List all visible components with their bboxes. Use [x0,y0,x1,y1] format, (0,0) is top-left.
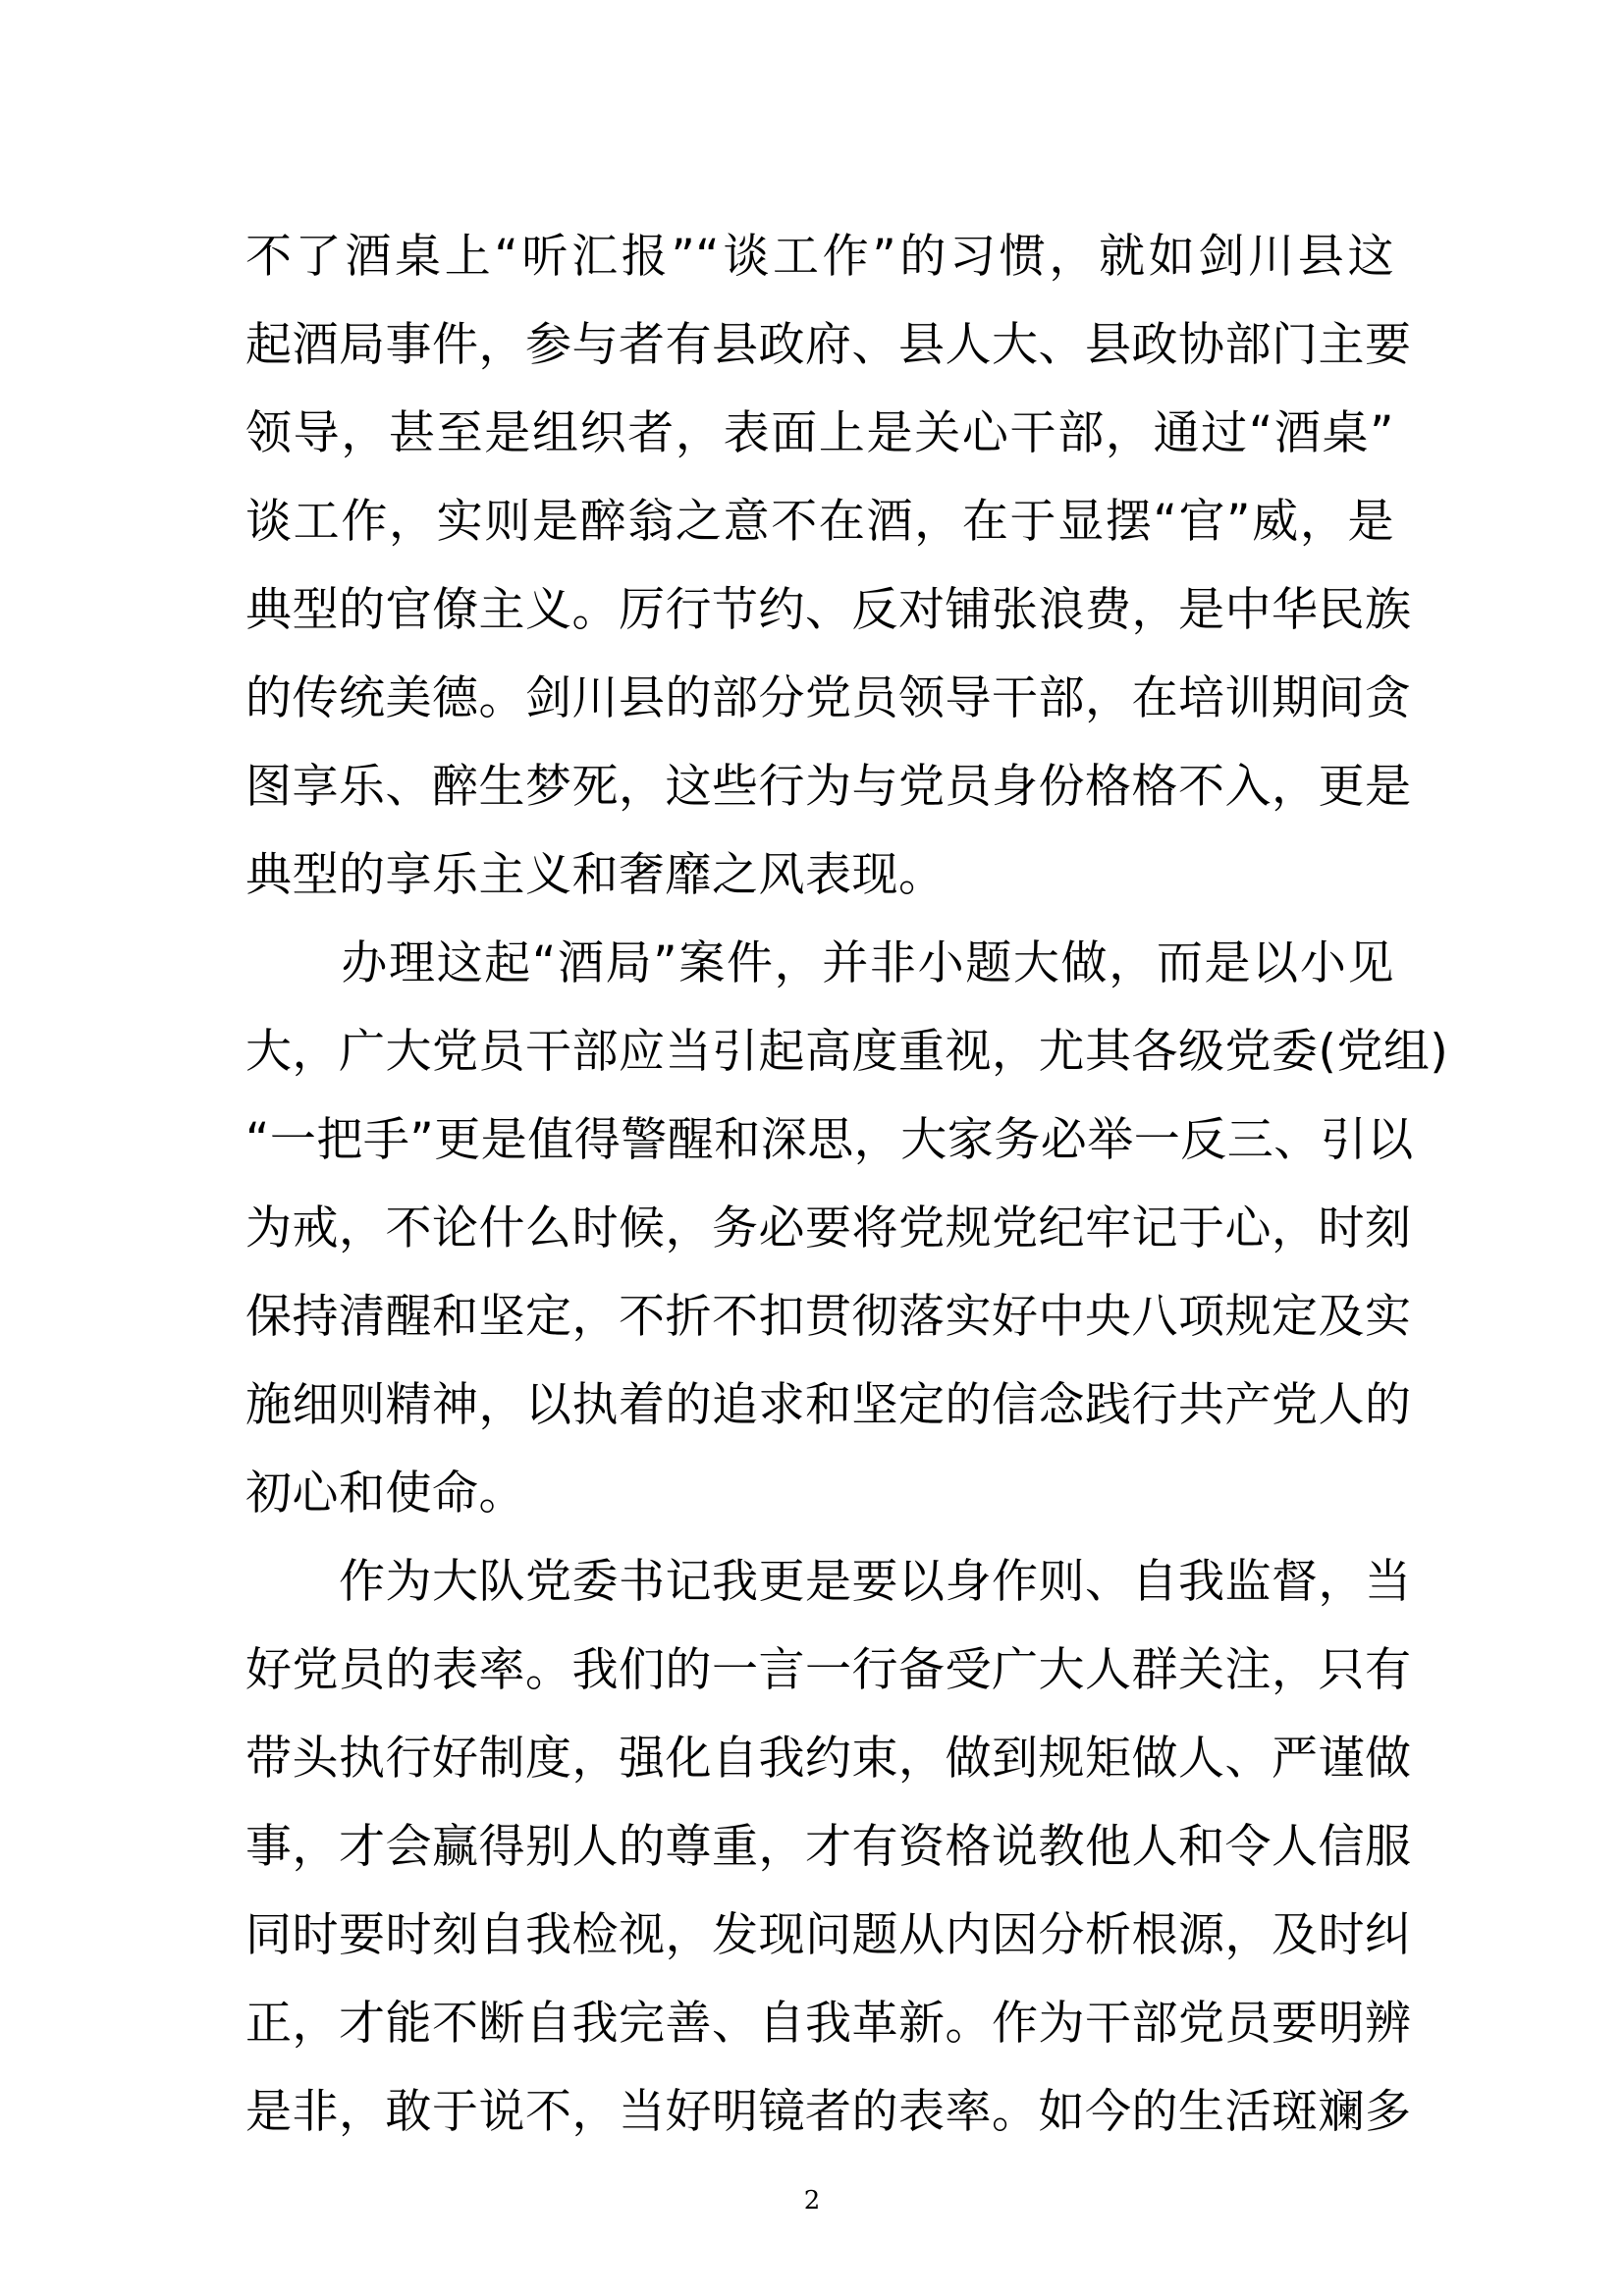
text-line: 同时要时刻自我检视，发现问题从内因分析根源，及时纠 [245,1908,1412,1962]
text-line: 起酒局事件，参与者有县政府、县人大、县政协部门主要 [245,318,1412,372]
text-line: 正，才能不断自我完善、自我革新。作为干部党员要明辨 [245,1997,1412,2051]
text-line: 事，才会赢得别人的尊重，才有资格说教他人和令人信服 [245,1820,1412,1874]
text-line: 的传统美德。剑川县的部分党员领导干部，在培训期间贪 [245,671,1412,725]
paragraph-start-line: 作为大队党委书记我更是要以身作则、自我监督，当 [245,1555,1412,1609]
text-line: 典型的享乐主义和奢靡之风表现。 [245,848,946,902]
text-line: 图享乐、醉生梦死，这些行为与党员身份格格不入，更是 [245,760,1412,814]
text-line: 不了酒桌上“听汇报”“谈工作”的习惯，就如剑川县这 [245,230,1394,284]
text-line: 典型的官僚主义。厉行节约、反对铺张浪费，是中华民族 [245,583,1412,637]
text-line: 施细则精神，以执着的追求和坚定的信念践行共产党人的 [245,1378,1412,1432]
text-line: “一把手”更是值得警醒和深思，大家务必举一反三、引以 [245,1113,1414,1167]
page-number: 2 [803,2186,821,2216]
text-line: 保持清醒和坚定，不折不扣贯彻落实好中央八项规定及实 [245,1290,1412,1344]
text-line: 初心和使命。 [245,1467,525,1521]
text-line: 谈工作，实则是醉翁之意不在酒，在于显摆“官”威，是 [245,495,1394,549]
paragraph-start-line: 办理这起“酒局”案件，并非小题大做，而是以小见 [245,936,1394,990]
text-line: 是非，敢于说不，当好明镜者的表率。如今的生活斑斓多 [245,2085,1412,2139]
text-line: 领导，甚至是组织者，表面上是关心干部，通过“酒桌” [245,406,1394,460]
text-line: 为戒，不论什么时候，务必要将党规党纪牢记于心，时刻 [245,1201,1412,1255]
text-line: 大，广大党员干部应当引起高度重视，尤其各级党委(党组) [245,1025,1449,1079]
text-line: 带头执行好制度，强化自我约束，做到规矩做人、严谨做 [245,1732,1412,1786]
text-line: 好党员的表率。我们的一言一行备受广大人群关注，只有 [245,1643,1412,1697]
